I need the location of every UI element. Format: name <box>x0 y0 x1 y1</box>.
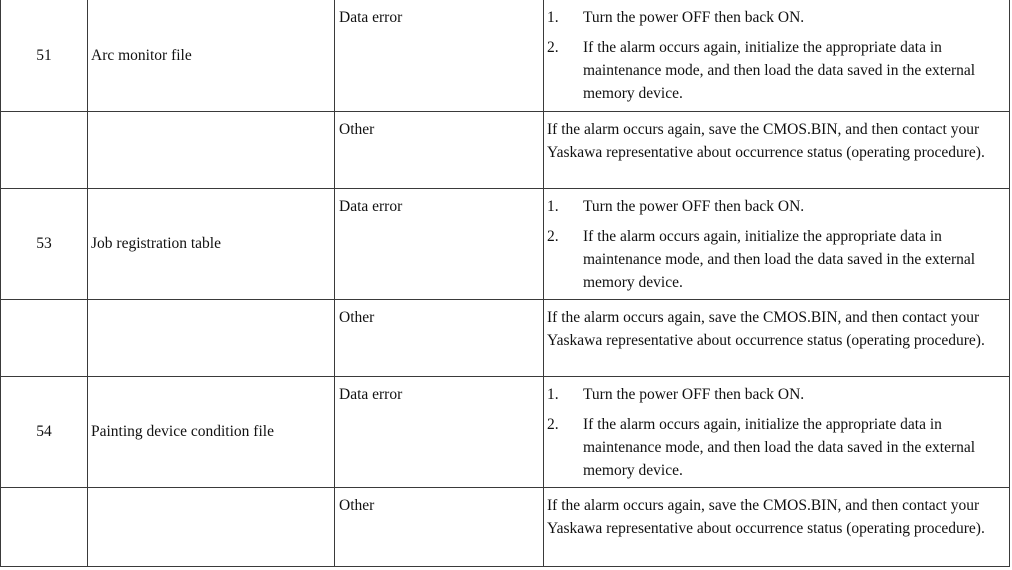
action-cell <box>544 0 1010 111</box>
action-step <box>547 383 1003 406</box>
alarm-number-empty <box>1 299 88 376</box>
action-step <box>547 413 1003 482</box>
step-text: If the alarm occurs again, initialize the appropriate data in maintenance mode, and then load the data saved in the external memory device. <box>583 39 976 102</box>
data-name-cell: Painting device condition file <box>88 376 335 487</box>
step-number: 1. <box>547 9 559 26</box>
step-number: 1. <box>547 385 559 403</box>
table-row <box>1 299 1010 376</box>
cause-cell: Other <box>335 111 544 188</box>
data-name-empty <box>88 111 335 188</box>
data-name-cell: Arc monitor file <box>88 0 335 111</box>
step-text: If the alarm occurs again, initialize the appropriate data in maintenance mode, and then load the data saved in the external memory device. <box>583 415 976 479</box>
table-row <box>1 111 1010 188</box>
action-step <box>547 36 1003 105</box>
step-number: 2. <box>547 39 559 56</box>
action-text: If the alarm occurs again, save the CMOS.BIN, and then contact your Yaskawa representative about occurrence status (operating procedure). <box>547 308 985 349</box>
step-number: 1. <box>547 197 559 215</box>
action-cell <box>544 376 1010 487</box>
action-text: If the alarm occurs again, save the CMOS.BIN, and then contact your Yaskawa representative about occurrence status (operating procedure). <box>547 496 985 537</box>
action-step <box>547 195 1003 218</box>
cause-cell: Data error <box>335 188 544 299</box>
cause-cell: Other <box>335 487 544 566</box>
alarm-number: 51 <box>1 0 88 111</box>
step-text: If the alarm occurs again, initialize the appropriate data in maintenance mode, and then load the data saved in the external memory device. <box>583 227 976 291</box>
table-row <box>1 487 1010 566</box>
cause-cell: Data error <box>335 376 544 487</box>
table-row <box>1 188 1010 299</box>
action-cell <box>544 111 1010 188</box>
step-text: Turn the power OFF then back ON. <box>583 385 805 403</box>
alarm-number: 53 <box>1 188 88 299</box>
step-number: 2. <box>547 415 559 433</box>
cause-cell: Other <box>335 299 544 376</box>
alarm-number: 54 <box>1 376 88 487</box>
data-name-empty <box>88 299 335 376</box>
table-row <box>1 0 1010 111</box>
table-row <box>1 376 1010 487</box>
step-number: 2. <box>547 227 559 245</box>
action-cell <box>544 188 1010 299</box>
data-name-cell: Job registration table <box>88 188 335 299</box>
cause-cell: Data error <box>335 0 544 111</box>
action-text: If the alarm occurs again, save the CMOS.BIN, and then contact your Yaskawa representative about occurrence status (operating procedure). <box>547 120 985 161</box>
step-text: Turn the power OFF then back ON. <box>583 9 805 26</box>
action-cell <box>544 299 1010 376</box>
alarm-number-empty <box>1 487 88 566</box>
data-name-empty <box>88 487 335 566</box>
step-text: Turn the power OFF then back ON. <box>583 197 805 215</box>
alarm-number-empty <box>1 111 88 188</box>
action-cell <box>544 487 1010 566</box>
action-step <box>547 225 1003 294</box>
action-step <box>547 6 1003 29</box>
